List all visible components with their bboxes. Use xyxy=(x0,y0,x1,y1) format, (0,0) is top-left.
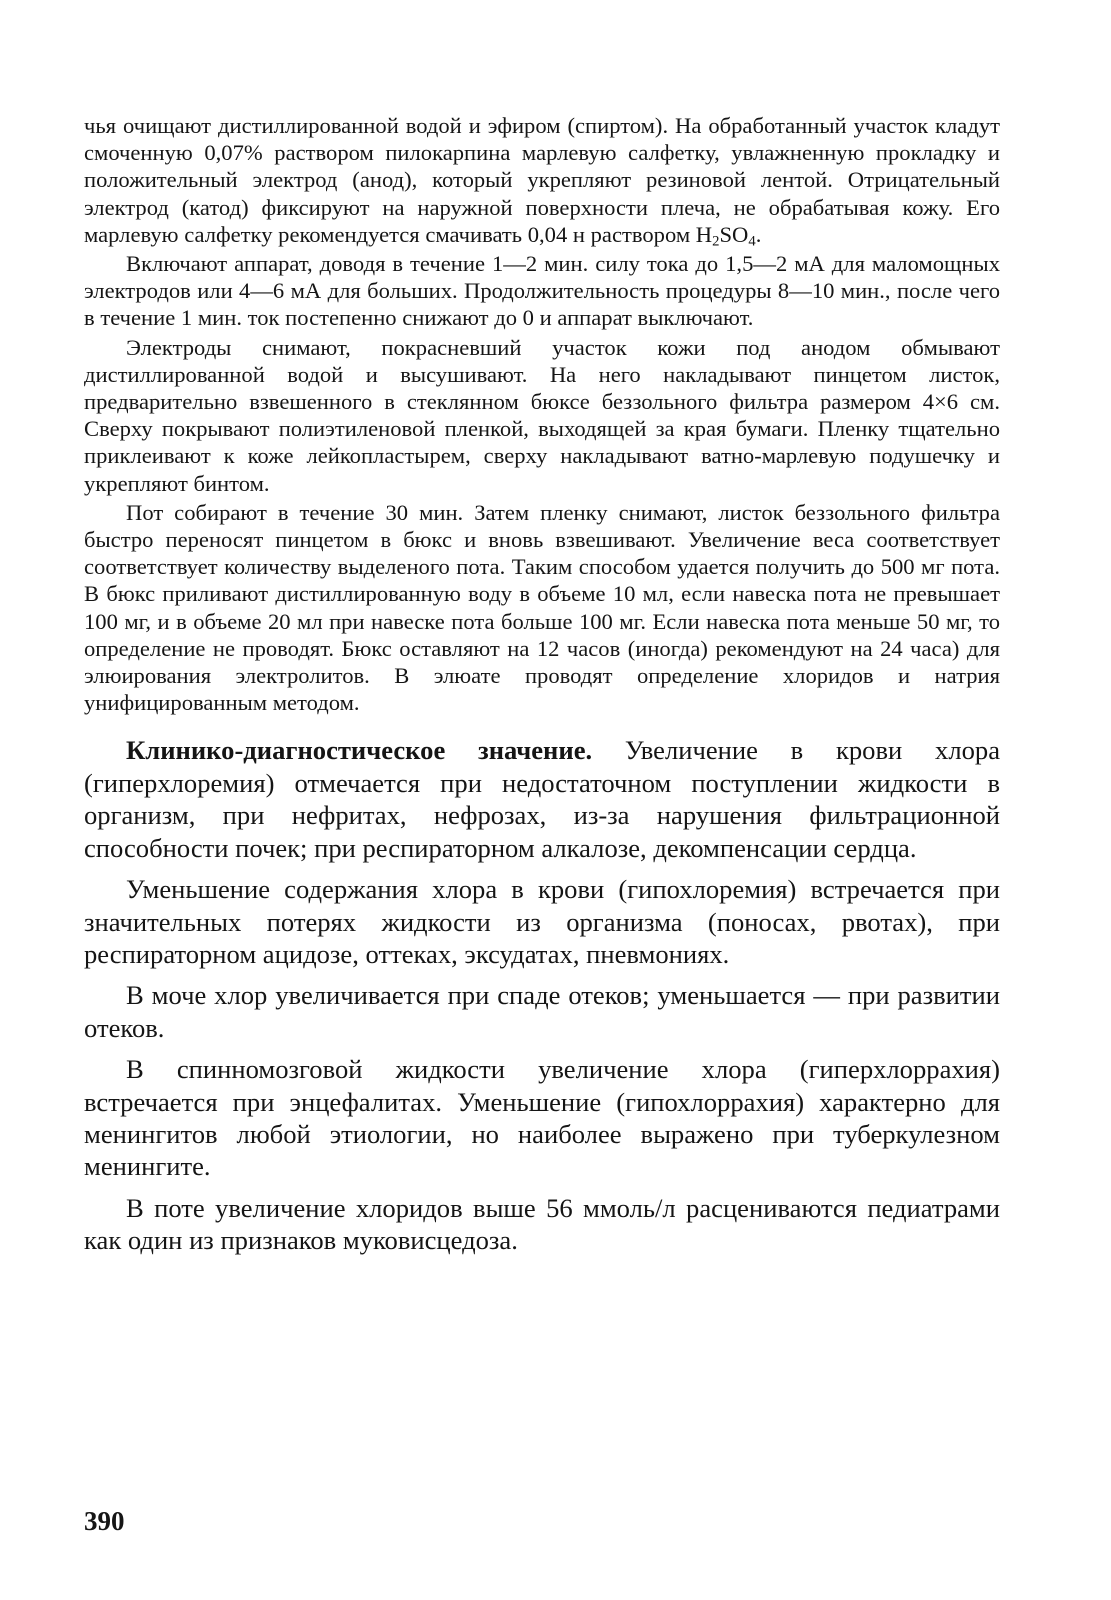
clinical-section xyxy=(84,734,1000,1256)
paragraph-1-text: чья очищают дистиллированной водой и эфиром (спиртом). На обработанный участок кладут смоченную 0,07% раствором пилокарпина марлевую салфетку, увлажненную прокладку и положительный электрод (анод), который укрепляют резиновой лентой. Отрицательный электрод (катод) фиксируют на наружной поверхности плеча, не обрабатывая кожу. Его марлевую салфетку рекомендуется смачивать 0,04 н раствором H xyxy=(84,113,1000,247)
paragraph-2: Включают аппарат, доводя в течение 1—2 мин. силу тока до 1,5—2 мА для маломощных электродов или 4—6 мА для больших. Продолжительность процедуры 8—10 мин., после чего в течение 1 мин. ток постепенно снижают до 0 и аппарат выключают. xyxy=(84,251,1000,331)
paragraph-5 xyxy=(84,734,1000,864)
paragraph-9: В поте увеличение хлоридов выше 56 ммоль/л расцениваются педиатрами как один из признаков муковисцедоза. xyxy=(84,1192,1000,1256)
subscript-2: 2 xyxy=(712,233,720,250)
page-number: 390 xyxy=(84,1506,125,1536)
paragraph-5-text: Увеличение в крови хлора (гиперхлоремия) отмечается при недостаточном поступлении жидкости в организм, при нефритах, нефрозах, из-за нарушения фильтрационной способности почек; при респираторном алкалозе, декомпенсации сердца. xyxy=(84,735,1000,863)
paragraph-6: Уменьшение содержания хлора в крови (гипохлоремия) встречается при значительных потерях жидкости из организма (поносах, рвотах), при респираторном ацидозе, оттеках, эксудатах, пневмониях. xyxy=(84,874,1000,969)
paragraph-1 xyxy=(84,112,1000,248)
paragraph-7: В моче хлор увеличивается при спаде отеков; уменьшается — при развитии отеков. xyxy=(84,980,1000,1043)
paragraph-1-end: . xyxy=(755,221,762,247)
paragraph-8: В спинномозговой жидкости увеличение хлора (гиперхлоррахия) встречается при энцефалитах. Уменьшение (гипохлоррахия) характерно для менингитов любой этиологии, но наиболее выражено при туберкулезном менингите. xyxy=(84,1054,1000,1182)
paragraph-3: Электроды снимают, покрасневший участок кожи под анодом обмывают дистиллированной водой и высушивают. На него накладывают пинцетом листок, предварительно взвешенного в стеклянном бюксе беззольного фильтра размером 4×6 см. Сверху покрывают полиэтиленовой пленкой, выходящей за края бумаги. Пленку тщательно приклеивают к коже лейкопластырем, сверху накладывают ватно-марлевую подушечку и укрепляют бинтом. xyxy=(84,334,1000,496)
section-heading: Клинико-диагностическое значение. xyxy=(126,735,593,766)
paragraph-4: Пот собирают в течение 30 мин. Затем пленку снимают, листок беззольного фильтра быстро переносят пинцетом в бюкс и вновь взвешивают. Увеличение веса соответствует соответствует количеству выделеного пота. Таким способом удается получить до 500 мг пота. В бюкс приливают дистиллированную воду в объеме 10 мл, если навеска пота не превышает 100 мг, и в объеме 20 мл при навеске пота больше 100 мг. Если навеска пота меньше 50 мг, то определение не проводят. Бюкс оставляют на 12 часов (иногда) рекомендуют на 24 часа) для элюирования электролитов. В элюате проводят определение хлоридов и натрия унифицированным методом. xyxy=(84,499,1000,716)
formula-so: SO xyxy=(719,221,749,247)
page-body xyxy=(84,112,1000,1257)
subscript-4: 4 xyxy=(748,233,756,250)
method-section xyxy=(84,112,1000,716)
